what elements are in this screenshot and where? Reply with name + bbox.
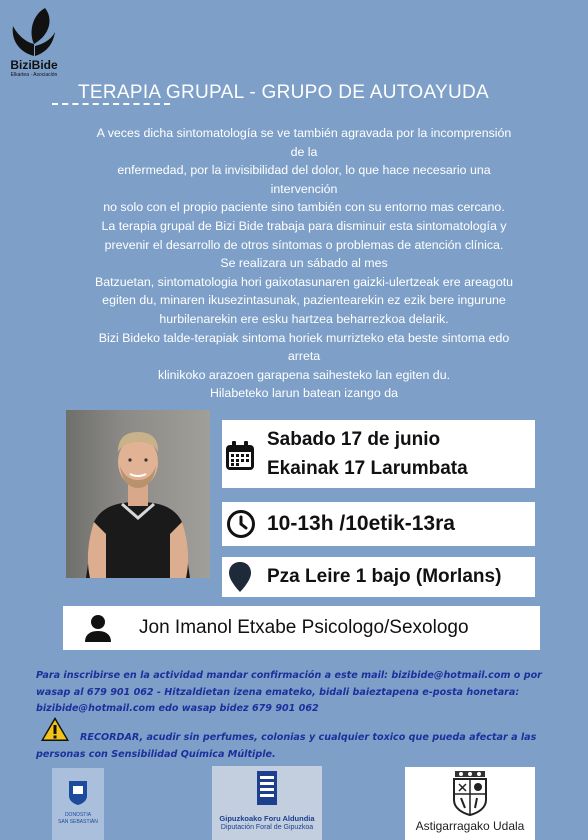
donostia-label-2: SAN SEBASTIÁN (58, 819, 98, 825)
presenter-photo (66, 410, 210, 578)
body-line: Batzuetan, sintomatologia hori gaixotasunaren gaizki-ulertzeak ere areagotu (94, 274, 514, 289)
presenter-name: Jon Imanol Etxabe Psicologo/Sexologo (139, 617, 469, 638)
logo-name: BiziBide (10, 58, 58, 72)
body-line: A veces dicha sintomatología se ve también agravada por la incomprensión (96, 126, 512, 140)
map-pin-icon (228, 561, 252, 593)
event-date-card (222, 420, 535, 488)
body-line: klinikoko arazoen garapena saihesteko lan egiten du. (157, 367, 451, 382)
butterfly-icon (9, 4, 59, 60)
event-place-card (222, 557, 535, 597)
body-line: La terapia grupal de Bizi Bide trabaja para disminuir esta sintomatología y (101, 218, 507, 233)
event-date-es: Sabado 17 de junio (267, 429, 441, 450)
astigarraga-shield-icon (451, 770, 489, 816)
title-underline (52, 103, 170, 105)
clock-icon (226, 509, 256, 539)
body-line: Hilabeteko larun batean izango da (209, 386, 399, 401)
body-line: hurbilenarekin ere esku hartzea beharrezkoa delarik. (159, 311, 449, 326)
donostia-logo (52, 768, 104, 840)
body-line: egiten du, minaren ikusezintasunak, pazientearekin ez ezik bere ingurune (102, 293, 506, 308)
warning-text (36, 730, 556, 763)
event-time-card (222, 502, 535, 546)
presenter-illustration (66, 410, 210, 578)
astigarraga-logo (405, 767, 535, 840)
gipuzkoa-logo (212, 766, 322, 840)
warning-message: RECORDAR, acudir sin perfumes, colonias y cualquier toxico que pueda afectar a las personas con Sensibilidad Química Múltiple. (36, 732, 537, 760)
donostia-shield-icon (68, 780, 88, 806)
event-date-eu: Ekainak 17 Larumbata (267, 458, 468, 479)
gipuzkoa-emblem-icon (255, 770, 279, 808)
body-line: prevenir el desarrollo de otros síntomas o problemas de atención clínica. (104, 237, 504, 252)
body-line: intervención (270, 181, 338, 196)
event-time: 10-13h /10etik-13ra (267, 512, 455, 535)
bizibide-logo (6, 4, 62, 78)
donostia-label-1: DONOSTIA (64, 812, 92, 818)
event-place: Pza Leire 1 bajo (Morlans) (267, 566, 502, 587)
calendar-icon (224, 440, 256, 472)
page-title: TERAPIA GRUPAL - GRUPO DE AUTOAYUDA (78, 82, 489, 103)
body-line: enfermedad, por la invisibilidad del dolor, lo que hace necesario una (117, 163, 491, 178)
description-text (40, 124, 568, 403)
gipuzkoa-label-2: Diputación Foral de Gipuzkoa (220, 824, 314, 831)
presenter-card (63, 606, 540, 650)
person-icon (83, 614, 113, 642)
body-line: Bizi Bideko talde-terapiak sintoma horiek murrizteko eta beste sintoma edo (98, 330, 510, 345)
astigarraga-label: Astigarragako Udala (415, 819, 525, 833)
body-line: de la (290, 144, 318, 159)
body-line: no solo con el propio paciente sino también con su entorno mas cercano. (103, 200, 505, 215)
body-line: arreta (287, 349, 321, 364)
logo-subtitle: Elkartea · Asociación (10, 72, 58, 78)
gipuzkoa-label-1: Gipuzkoako Foru Aldundia (219, 814, 315, 823)
body-line: Se realizara un sábado al mes (220, 256, 388, 271)
registration-info: Para inscribirse en la actividad mandar confirmación a este mail: bizibide@hotmail.com o por wasap al 679 901 062 - Hitzaldietan izena emateko, bidali baieztapena e-posta honetara: bizibide@hotmail.com edo wasap bidez 679 901 062 (36, 670, 542, 714)
